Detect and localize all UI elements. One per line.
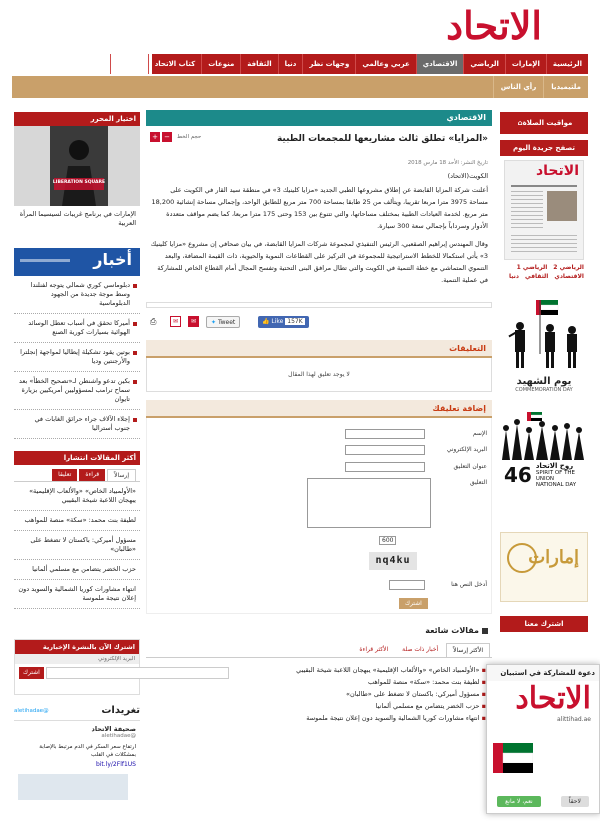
union-number: 46 (504, 463, 532, 487)
newsletter-subscribe-button[interactable]: اشترك (19, 667, 44, 679)
newspaper-cover[interactable] (504, 160, 584, 260)
survey-popup-title: دعوة للمشاركة في استبيان (487, 665, 599, 681)
bullet-icon: ▪ (481, 714, 486, 722)
popular-tab-most-read[interactable]: الأكثر قراءة (359, 646, 389, 653)
akhbar-deco-line (20, 259, 70, 262)
tweets-by[interactable]: @aletihadae (14, 707, 49, 714)
list-item[interactable]: مسؤول أميركي: باكستان لا تضغط على «طالبان» (14, 531, 140, 560)
martyr-day-title: يوم الشهيد (516, 376, 572, 387)
newsletter-email-label: البريد الإلكتروني (15, 654, 139, 664)
national-day-banner[interactable] (500, 410, 588, 500)
editor-choice-caption[interactable]: الإمارات في برنامج غريبات لسيسيما المرأة العربية (19, 210, 136, 227)
list-item[interactable]: لطيفة بنت محمد: «سكة» منصة للمواهب (14, 511, 140, 531)
dateline: الكويت(الاتحاد) (447, 172, 488, 180)
news-item[interactable]: بوتين يقود تشكيلة إيطاليا لمواجهة إنجلترا والأرجنتين وديا (14, 343, 140, 372)
captcha-label: أدخل النص هنا (451, 581, 487, 588)
subnav-item-multimedia[interactable]: ملتيميديا (543, 76, 588, 98)
paper-tab-sports1[interactable]: الرياضي 1 (516, 264, 548, 271)
tweet-text: ارتفاع سعر السكر في الدم مرتبط بالإصابة بمشكلات في القلب (39, 744, 136, 758)
font-increase-icon[interactable]: + (150, 132, 160, 142)
captcha-image: nq4ku (369, 552, 417, 570)
right-sidebar (500, 112, 588, 632)
editor-choice-header: اختيار المحرر (14, 112, 140, 126)
article-paragraph-2: وقال المهندس إبراهيم الصقعبي، الرئيس التنفيذي لمجموعة شركات المزايا القابضة، في بيان صحافي إن مشروع «مزايا كلينيك 3» يأتي استكمالا للخطط الاستراتيجية للمجموعة في التركيز على القطاعات النموية والحيوية، ذات القيمة المضافة، والبعد التنموي المتماشي مع خطة التنمية في الكويت والتي تطال مرافق البنى التحتية وتفسح المجال أمام القطاع الخاص للمشاركة في عملية التنمية. (150, 240, 488, 284)
survey-popup (486, 664, 600, 814)
emarat-banner-text: إمارات (528, 547, 579, 568)
newsletter-email-input[interactable] (46, 667, 229, 679)
akhbar-header (14, 248, 140, 276)
survey-accept-button[interactable]: نعم، لا مانع (497, 796, 541, 807)
article-title: «المزايا» تطلق ثالث مشاريعها للمجمعات الطبية (276, 134, 488, 144)
nav-item-writers[interactable]: كتاب الاتحاد (148, 54, 202, 74)
paper-tab-culture[interactable]: الثقافي (525, 273, 549, 280)
subject-label: عنوان التعليق (453, 463, 487, 470)
facebook-like-button[interactable]: 👍 Like 157K (258, 316, 309, 328)
editor-choice-image[interactable] (14, 126, 140, 206)
mosque-icon: ⌂ (517, 119, 523, 127)
article-column (146, 110, 492, 724)
subscribe-header[interactable]: اشترك معنا (500, 616, 588, 632)
sub-nav (12, 76, 588, 98)
list-item[interactable]: «الأولمبياد الخاص» «والألعاب الإقليمية» يبهجان اللاعبة شيخة البقيبي (14, 482, 140, 511)
popular-tab-related[interactable]: أخبار ذات صلة (402, 646, 439, 653)
news-item[interactable]: بكين تدعو واشنطن لـ«تصحيح الخطأ» بعد سماح ترامب لمسؤوليين أمريكيين بزيارة تايوان (14, 372, 140, 410)
popular-item[interactable]: ▪ «الأولمبياد الخاص» «والألعاب الإقليمية» يبهجان اللاعبة شيخة البقيبي (296, 666, 486, 674)
font-decrease-icon[interactable]: − (162, 132, 172, 142)
twitter-bird-icon: ✦ (211, 319, 217, 326)
submit-comment-button[interactable]: اشترك (399, 598, 428, 609)
popup-logo: الاتحاد (515, 681, 591, 716)
name-input[interactable] (345, 429, 425, 439)
name-label: الإسم (472, 430, 487, 437)
tweet-button[interactable]: ✦ Tweet (206, 316, 240, 328)
nav-item-misc[interactable]: منوعات (201, 54, 240, 74)
poster-image-icon (14, 126, 140, 206)
nav-item-culture[interactable]: الثقافة (240, 54, 277, 74)
crowd-flag-icon (500, 410, 588, 460)
list-item[interactable]: حزب الخضر يتضامن مع مسلمي ألمانيا (14, 560, 140, 580)
email-input[interactable] (345, 445, 425, 455)
email-icon[interactable]: ✉ (188, 316, 199, 327)
nav-item-sports[interactable]: الرياضي (463, 54, 505, 74)
add-comment-header: إضافة تعليقك (146, 400, 492, 418)
popular-header: مقالات شائعة (146, 626, 492, 635)
emarat-banner[interactable] (500, 532, 588, 602)
comment-label: التعليق (469, 479, 487, 486)
nav-item-emirates[interactable]: الإمارات (505, 54, 546, 74)
popular-item[interactable]: ▪ حزب الخضر يتضامن مع مسلمي ألمانيا (375, 702, 486, 710)
most-tab-comments[interactable]: تعليقا (52, 469, 77, 481)
union-text-en: SPIRIT OF THE UNION (535, 470, 576, 482)
list-item[interactable]: انتهاء مشاورات كوريا الشمالية والسويد دون إعلان نتيجة ملموسة (14, 580, 140, 609)
thumbs-up-icon: 👍 (262, 318, 270, 325)
news-item[interactable]: إجلاء الآلاف جراء حرائق الغابات في جنوب أستراليا (14, 410, 140, 439)
tweet-link[interactable]: bit.ly/2Flf1US (95, 761, 136, 768)
popular-tab-most-sent[interactable]: الأكثر إرسالاً (446, 643, 490, 657)
comment-icon[interactable]: ✉ (170, 316, 181, 327)
paper-tab-donia[interactable]: دنيا (508, 273, 519, 280)
comments-header: التعليقات (146, 340, 492, 358)
cover-logo: الاتحاد (535, 163, 579, 179)
nav-item-home[interactable]: الرئيسية (546, 54, 588, 74)
newsletter-box (14, 639, 140, 695)
tweet-card (14, 720, 140, 800)
bullet-icon: ▪ (481, 678, 486, 686)
paper-tab-sports2[interactable]: الرياضي 2 (553, 264, 584, 271)
martyr-day-en: COMMEMORATION DAY (515, 387, 573, 393)
news-item[interactable]: دبلوماسي كوري شمالي يتوجه لفنلندا وسط موجة جديدة من الجهود الدبلوماسية (14, 276, 140, 314)
popular-item[interactable]: ▪ انتهاء مشاورات كوريا الشمالية والسويد دون إعلان نتيجة ملموسة (306, 714, 486, 722)
bullet-icon: ▪ (481, 690, 486, 698)
comment-form (146, 418, 492, 614)
char-counter: 600 (379, 536, 396, 545)
news-list (14, 276, 140, 439)
tweet-media[interactable] (18, 774, 128, 800)
print-icon[interactable]: ⎙ (150, 317, 157, 326)
soldiers-silhouette-icon (500, 294, 588, 374)
uae-flag-icon (493, 743, 533, 793)
main-nav (117, 54, 588, 74)
tweet-account[interactable]: صحيفة الاتحاد (91, 725, 136, 733)
most-tab-read[interactable]: قراءة (79, 469, 105, 481)
popup-site: alittihad.ae (557, 716, 591, 723)
tweet-handle[interactable]: @aletihadae (101, 733, 136, 739)
article-divider (146, 302, 492, 308)
nav-item-articles[interactable]: مقالات (110, 54, 147, 74)
today-paper-header[interactable]: تصفح جريدة اليوم (500, 140, 588, 156)
union-text-ar: روح الاتحاد (535, 462, 574, 470)
most-popular-header: أكثر المقالات انتشارا (14, 451, 140, 465)
nav-item-world[interactable]: عربي وعالمي (355, 54, 415, 74)
emarat-map-icon (507, 543, 537, 573)
prayer-times-header[interactable]: ⌂مواقيت الصلاة (500, 112, 588, 134)
subnav-item-people-opinion[interactable]: رأي الناس (493, 76, 543, 98)
subject-input[interactable] (345, 462, 425, 472)
bullet-icon: ▪ (481, 666, 486, 674)
akhbar-title: أخبار (93, 250, 132, 269)
most-popular-list (14, 482, 140, 609)
nav-item-donia[interactable]: دنيا (278, 54, 303, 74)
survey-later-button[interactable]: لاحقاً (561, 796, 589, 807)
article-paragraph-1: أعلنت شركة المزايا القابضة عن إطلاق مشروعها الطبي الجديد «مزايا كلينيك 3» في منطقة سيد القار في الكويت على مساحة 3975 مترا مربعا تقريبا، ويتألف من 25 طابقا بمساحة 700 متر مربع للطابق الواحد، وإجمالي مساحة إنشائية 18,200 متر مربع. لخدمة العيادات الطبية بمختلف مساحاتها، والتي تتنوع بين 153 وحتى 175 مترا مربعا، كما يضم مواقف متعددة الأدوار وسرداباً بإجمالي سعة 300 سيارة. (151, 186, 488, 230)
poster-text: LIBERATION SQUARE (52, 180, 106, 185)
publish-date: تاريخ النشر: الأحد 18 مارس 2018 (407, 160, 488, 166)
tweets-title: تغريدات (101, 705, 140, 716)
news-item[interactable]: أميركا تحقق في أسباب تعطل الوسائد الهوائية بسيارات كورية الصنع (14, 314, 140, 343)
email-label: البريد الإلكتروني (446, 446, 487, 453)
popular-item[interactable]: ▪ لطيفة بنت محمد: «سكة» منصة للمواهب (368, 678, 486, 686)
nav-item-opinion[interactable]: وجهات نظر (302, 54, 355, 74)
most-tab-sent[interactable]: إرسالاً (107, 469, 136, 481)
comment-textarea[interactable] (307, 478, 431, 528)
union-sub: NATIONAL DAY (535, 482, 577, 488)
site-logo[interactable]: الاتحاد (446, 3, 542, 48)
nav-item-economy[interactable]: الاقتصادي (416, 54, 464, 74)
left-sidebar (14, 112, 140, 800)
no-comments-text: لا يوجد تعليق لهذا المقال (146, 358, 492, 392)
paper-tab-economy[interactable]: الاقتصادي (554, 273, 584, 280)
popular-item[interactable]: ▪ مسؤول أميركي: باكستان لا تضغط على «طالبان» (345, 690, 486, 698)
newsletter-title: اشترك الآن بالنشرة الإخبارية (15, 640, 139, 654)
section-header: الاقتصادي (146, 110, 492, 126)
popular-bullet-icon (482, 628, 488, 634)
font-size-label: حجم الخط (177, 134, 202, 140)
bullet-icon: ▪ (481, 702, 486, 710)
martyr-day-banner[interactable] (500, 294, 588, 404)
captcha-input[interactable] (389, 580, 425, 590)
